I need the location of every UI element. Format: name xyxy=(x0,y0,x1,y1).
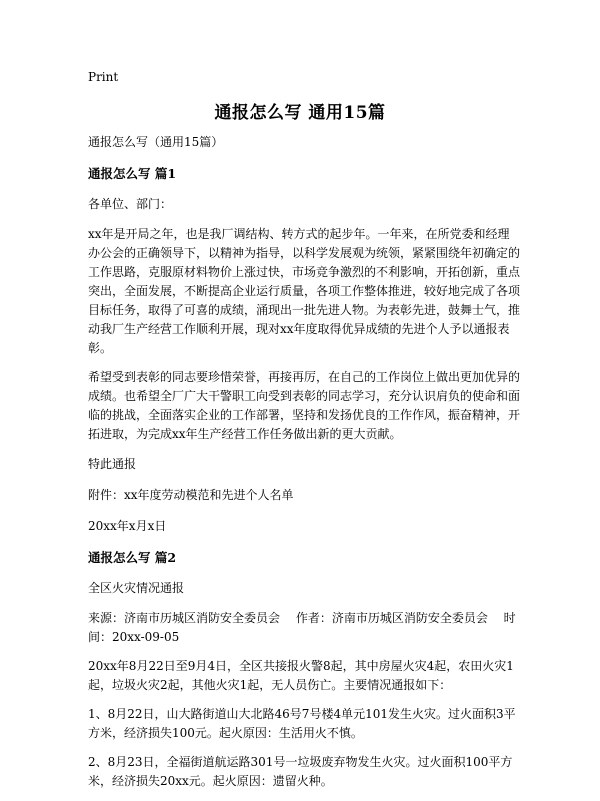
section-2-paragraph-1: 20xx年8月22日至9月4日，全区共接报火警8起，其中房屋火灾4起，农田火灾1起，垃圾火灾2起，其他火灾1起，无人员伤亡。主要情况通报如下： xyxy=(88,659,514,692)
section-2-item-2: 2、8月23日，全福街道航运路301号一垃圾废弃物发生火灾。过火面积100平方米，经济损失20xx元。起火原因：遗留火种。 xyxy=(88,755,513,788)
print-label: Print xyxy=(88,70,119,84)
section-1-heading: 通报怎么写 篇1 xyxy=(88,166,177,181)
document-subtitle: 通报怎么写（通用15篇） xyxy=(88,135,224,149)
section-1-paragraph-2: 希望受到表彰的同志要珍惜荣誉，再接再厉，在自己的工作岗位上做出更加优异的成绩。也希望全厂广大干警职工向受到表彰的同志学习，充分认识肩负的使命和面临的挑战，全面落实企业的工作部署，坚持和发扬优良的工作作风，振奋精神，开拓进取，为完成xx年生产经营工作任务做出新的更大贡献。 xyxy=(88,370,521,441)
section-2-heading: 通报怎么写 篇2 xyxy=(88,550,177,565)
section-1-salutation: 各单位、部门： xyxy=(88,197,173,211)
section-1-date: 20xx年x月x日 xyxy=(88,519,167,533)
document-title: 通报怎么写 通用15篇 xyxy=(214,103,386,123)
document-body xyxy=(88,132,520,801)
section-1-attachment: 附件：xx年度劳动模范和先进个人名单 xyxy=(88,488,294,502)
section-2-source: 来源：济南市历城区消防安全委员会 作者：济南市历城区消防安全委员会 时间：20xx-09-05 xyxy=(88,611,516,644)
section-2-subtitle: 全区火灾情况通报 xyxy=(88,581,185,595)
section-1-paragraph-1: xx年是开局之年，也是我厂调结构、转方式的起步年。一年来，在所党委和经理办公会的正确领导下，以精神为指导，以科学发展观为统领，紧紧围绕年初确定的工作思路，克服原材料物价上涨过快，市场竞争激烈的不利影响，开拓创新，重点突出，全面发展，不断提高企业运行质量，各项工作整体推进，较好地完成了各项目标任务，取得了可喜的成绩，涌现出一批先进人物。为表彰先进，鼓舞士气，推动我厂生产经营工作顺利开展，现对xx年度取得优异成绩的先进个人予以通报表彰。 xyxy=(88,227,521,355)
section-1-closing: 特此通报 xyxy=(88,457,137,471)
section-2-item-1: 1、8月22日，山大路街道山大北路46号7号楼4单元101发生火灾。过火面积3平方米，经济损失100元。起火原因：生活用火不慎。 xyxy=(88,707,516,740)
